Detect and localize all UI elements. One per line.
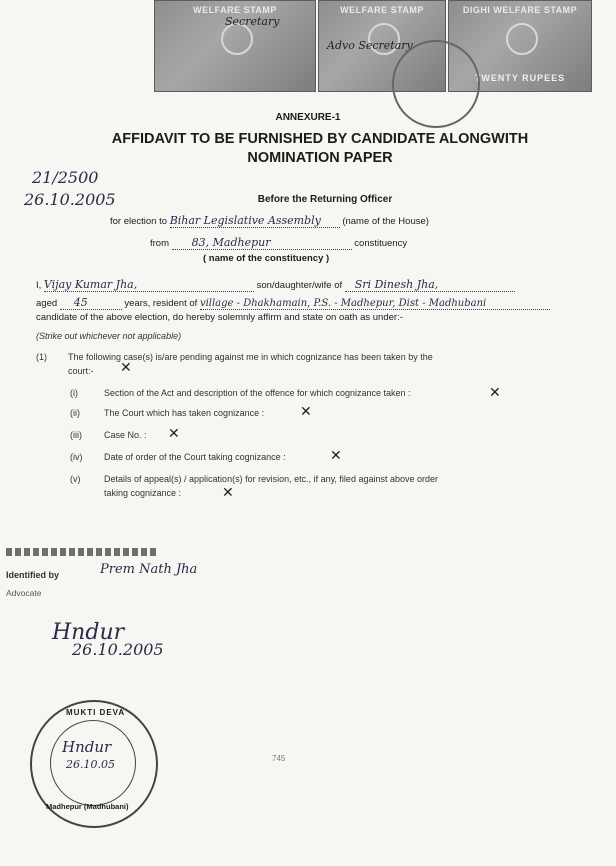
from-value: 83, Madhepur (191, 236, 271, 249)
sub-item-2-number: (ii) (70, 408, 80, 418)
sub-item-1-number: (i) (70, 388, 78, 398)
page-footer: 745 (272, 754, 286, 763)
stamp-emblem-icon (506, 23, 538, 55)
strike-mark-icon: ✕ (300, 404, 312, 420)
sub-item-5-text-cont: taking cognizance : (104, 488, 182, 498)
stamp-handwriting: Secretary (225, 15, 280, 28)
constituency-note: ( name of the constituency ) (203, 253, 330, 264)
sub-item-4-text: Date of order of the Court taking cognizance : (104, 452, 286, 462)
identified-label: Identified by (6, 570, 60, 580)
notary-seal (30, 700, 158, 828)
stamp-handwriting: Advo Secretary (327, 39, 413, 52)
page-title-line-1: AFFIDAVIT TO BE FURNISHED BY CANDIDATE ALONGWITH (111, 131, 529, 147)
election-suffix: (name of the House) (342, 216, 429, 227)
seal-bottom-text: Madhepur (Madhubani) (46, 802, 129, 811)
item-1-number: (1) (36, 352, 47, 362)
deponent-name-line (36, 278, 596, 292)
stamp-heading: WELFARE STAMP (340, 5, 424, 15)
sub-item-5-number: (v) (70, 474, 81, 484)
strike-mark-icon: ✕ (120, 360, 132, 376)
election-line (110, 214, 470, 228)
item-1-text-cont: court:- (68, 366, 94, 376)
sub-item-2-text: The Court which has taken cognizance : (104, 408, 265, 418)
seal-inner-date: 26.10.05 (66, 758, 115, 771)
age-field (60, 296, 122, 310)
years-resident-label: years, resident of (124, 298, 198, 309)
strike-mark-icon: ✕ (168, 426, 180, 442)
seal-top-text: MUKTI DEVA (66, 708, 126, 717)
from-suffix: constituency (354, 238, 408, 249)
margin-note-number: 21/2500 (32, 168, 99, 187)
strike-mark-icon: ✕ (330, 448, 342, 464)
seal-inner-signature: Hndur (62, 738, 112, 756)
from-prefix: from (150, 238, 169, 249)
sub-item-1-text: Section of the Act and description of the offence for which cognizance taken : (104, 388, 411, 398)
election-field (170, 214, 340, 228)
signature-date: 26.10.2005 (72, 640, 164, 659)
deponent-age-line (36, 296, 616, 310)
candidate-affirmation: candidate of the above election, do hereby solemnly affirm and state on oath as under:- (36, 312, 403, 323)
stamp-paper-1 (154, 0, 316, 92)
before-returning-officer: Before the Returning Officer (257, 194, 393, 205)
strike-mark-icon: ✕ (489, 385, 501, 401)
sub-item-3-text: Case No. : (104, 430, 147, 440)
deponent-signature: Hndur (52, 620, 125, 645)
from-line (150, 236, 470, 250)
identifier-signature: Prem Nath Jha (100, 562, 198, 577)
residence-field (200, 298, 550, 310)
name-field (44, 278, 254, 292)
aged-label: aged (36, 298, 58, 309)
from-field (172, 236, 352, 250)
sub-item-4-number: (iv) (70, 452, 83, 462)
residence-value: village - Dhakhamain, P.S. - Madhepur, Dist - Madhubani (199, 298, 487, 309)
i-label: I, (36, 280, 42, 291)
father-field (345, 278, 515, 292)
item-1-text: The following case(s) is/are pending against me in which cognizance has been taken by the (68, 352, 433, 362)
advocate-label: Advocate (6, 588, 42, 598)
election-prefix: for election to (110, 216, 168, 227)
father-value: Sri Dinesh Jha, (354, 278, 439, 291)
election-value: Bihar Legislative Assembly (169, 214, 321, 227)
stamp-value: TWENTY RUPEES (474, 73, 566, 83)
identified-scribble-block (6, 548, 206, 556)
annexure-label: ANNEXURE-1 (275, 112, 341, 123)
sub-item-5-text: Details of appeal(s) / application(s) for revision, etc., if any, filed against above order (104, 474, 438, 484)
son-of-label: son/daughter/wife of (256, 280, 343, 291)
age-value: 45 (73, 296, 88, 309)
stamp-heading: WELFARE STAMP (193, 5, 277, 15)
strike-note: (Strike out whichever not applicable) (36, 331, 182, 341)
page-title-line-2: NOMINATION PAPER (247, 150, 393, 166)
sub-item-3-number: (iii) (70, 430, 82, 440)
name-value: Vijay Kumar Jha, (43, 278, 138, 291)
strike-mark-icon: ✕ (222, 485, 234, 501)
stamp-heading: DIGHI WELFARE STAMP (462, 5, 578, 15)
margin-note-date: 26.10.2005 (24, 190, 116, 209)
